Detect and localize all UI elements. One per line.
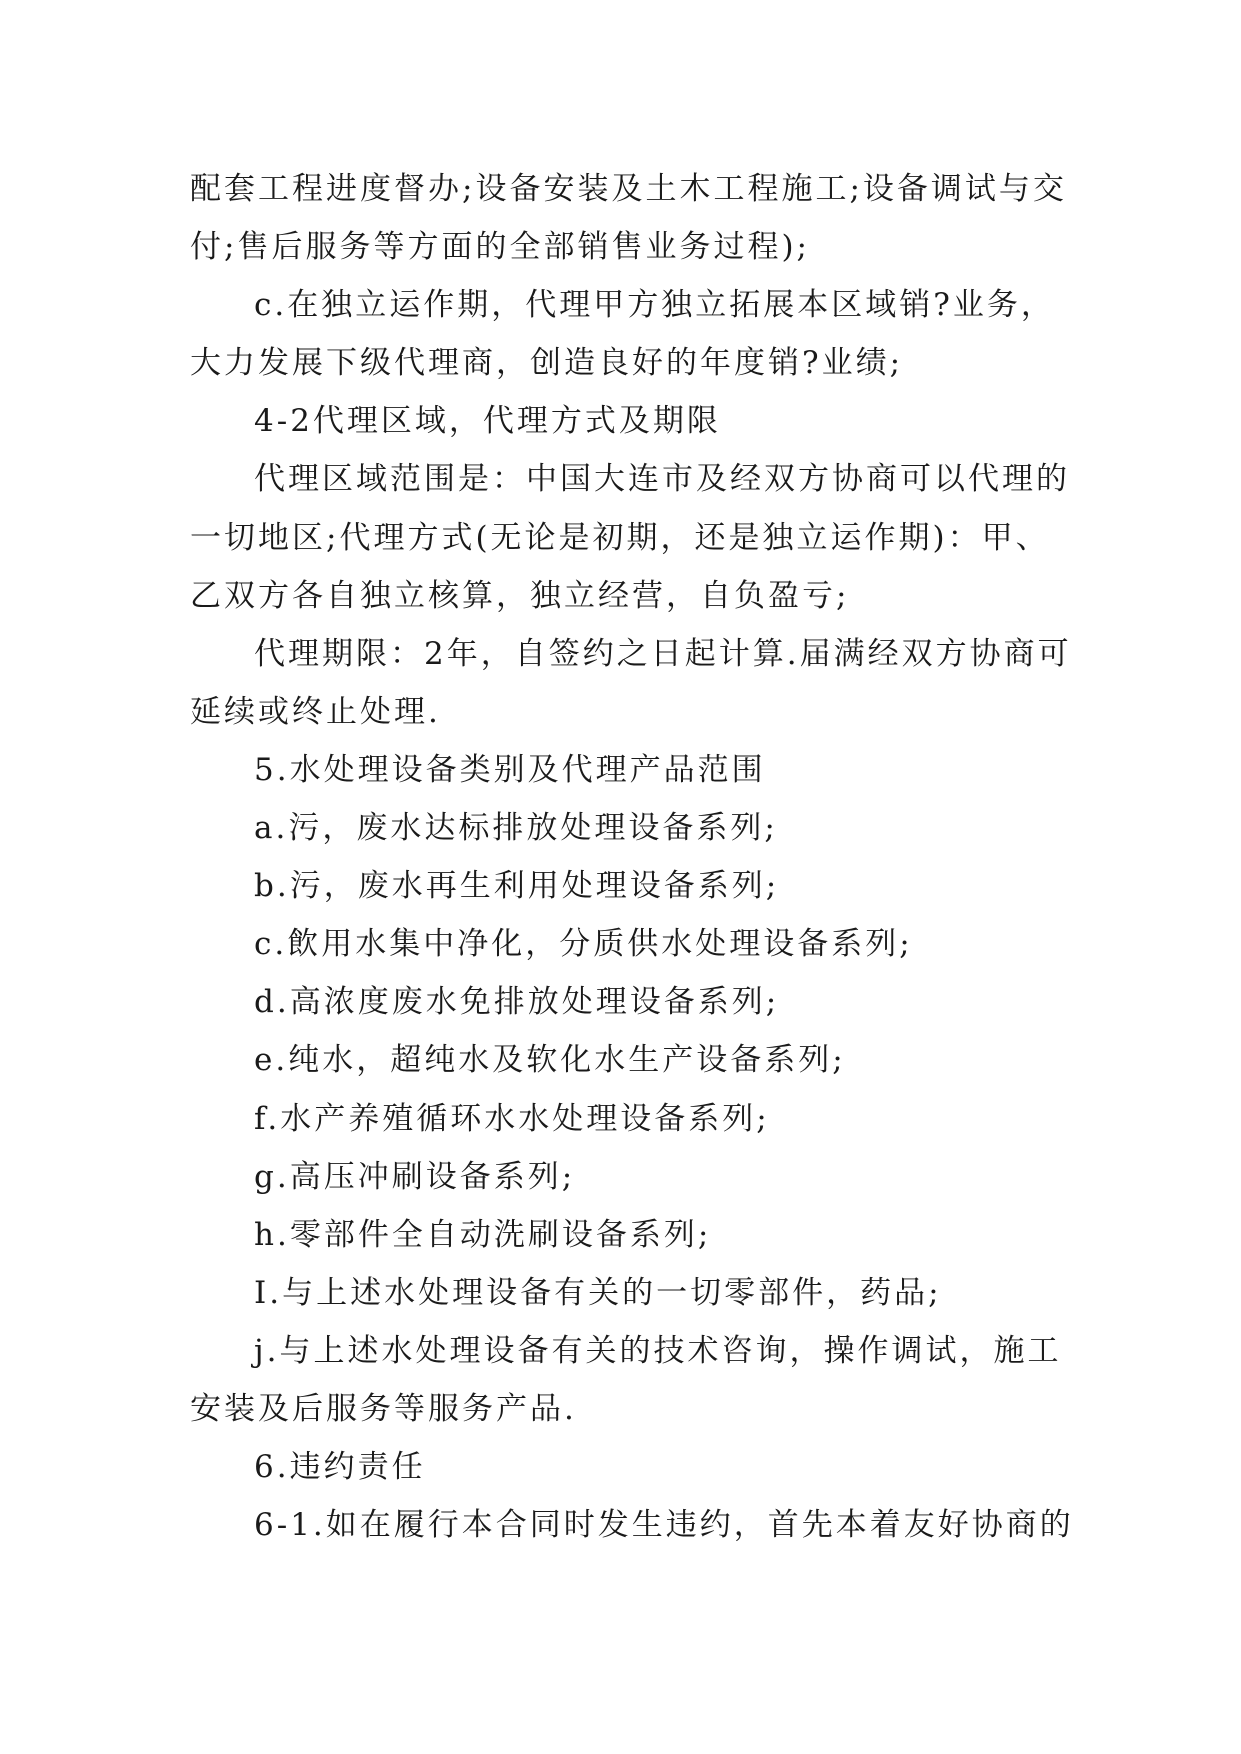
text-line: 延续或终止处理. xyxy=(190,693,441,730)
list-item: h.零部件全自动洗刷设备系列; xyxy=(254,1216,712,1253)
section-heading: 4-2代理区域，代理方式及期限 xyxy=(254,403,721,440)
text-line: 代理期限：2年，自签约之日起计算.届满经双方协商可 xyxy=(254,635,1072,672)
section-heading: 6.违约责任 xyxy=(254,1449,426,1486)
text-line: 付;售后服务等方面的全部销售业务过程); xyxy=(190,229,810,266)
list-item: a.污，废水达标排放处理设备系列; xyxy=(254,810,778,847)
list-item: I.与上述水处理设备有关的一切零部件，药品; xyxy=(254,1274,942,1311)
text-line: 乙双方各自独立核算，独立经营，自负盈亏; xyxy=(190,577,850,614)
list-item: g.高压冲刷设备系列; xyxy=(254,1158,576,1195)
list-item: c.飲用水集中净化，分质供水处理设备系列; xyxy=(254,926,913,963)
list-item: e.纯水，超纯水及软化水生产设备系列; xyxy=(254,1042,846,1079)
section-heading: 5.水处理设备类别及代理产品范围 xyxy=(254,751,766,788)
text-line: 6-1.如在履行本合同时发生违约，首先本着友好协商的 xyxy=(254,1507,1074,1544)
text-line: 一切地区;代理方式(无论是初期，还是独立运作期)：甲、 xyxy=(190,519,1050,556)
list-item: b.污，废水再生利用处理设备系列; xyxy=(254,868,780,905)
document-body xyxy=(190,160,1074,1554)
text-line: 代理区域范围是：中国大连市及经双方协商可以代理的 xyxy=(254,461,1070,498)
text-line: 大力发展下级代理商，创造良好的年度销?业绩; xyxy=(190,345,904,382)
text-line: 安装及后服务等服务产品. xyxy=(190,1390,577,1427)
text-line: 配套工程进度督办;设备安装及土木工程施工;设备调试与交 xyxy=(190,171,1067,207)
list-item: f.水产养殖循环水水处理设备系列; xyxy=(254,1100,770,1137)
text-line: c.在独立运作期，代理甲方独立拓展本区域销?业务， xyxy=(254,287,1055,324)
list-item: d.高浓度废水免排放处理设备系列; xyxy=(254,984,780,1021)
list-item: j.与上述水处理设备有关的技术咨询，操作调试，施工 xyxy=(254,1332,1062,1369)
